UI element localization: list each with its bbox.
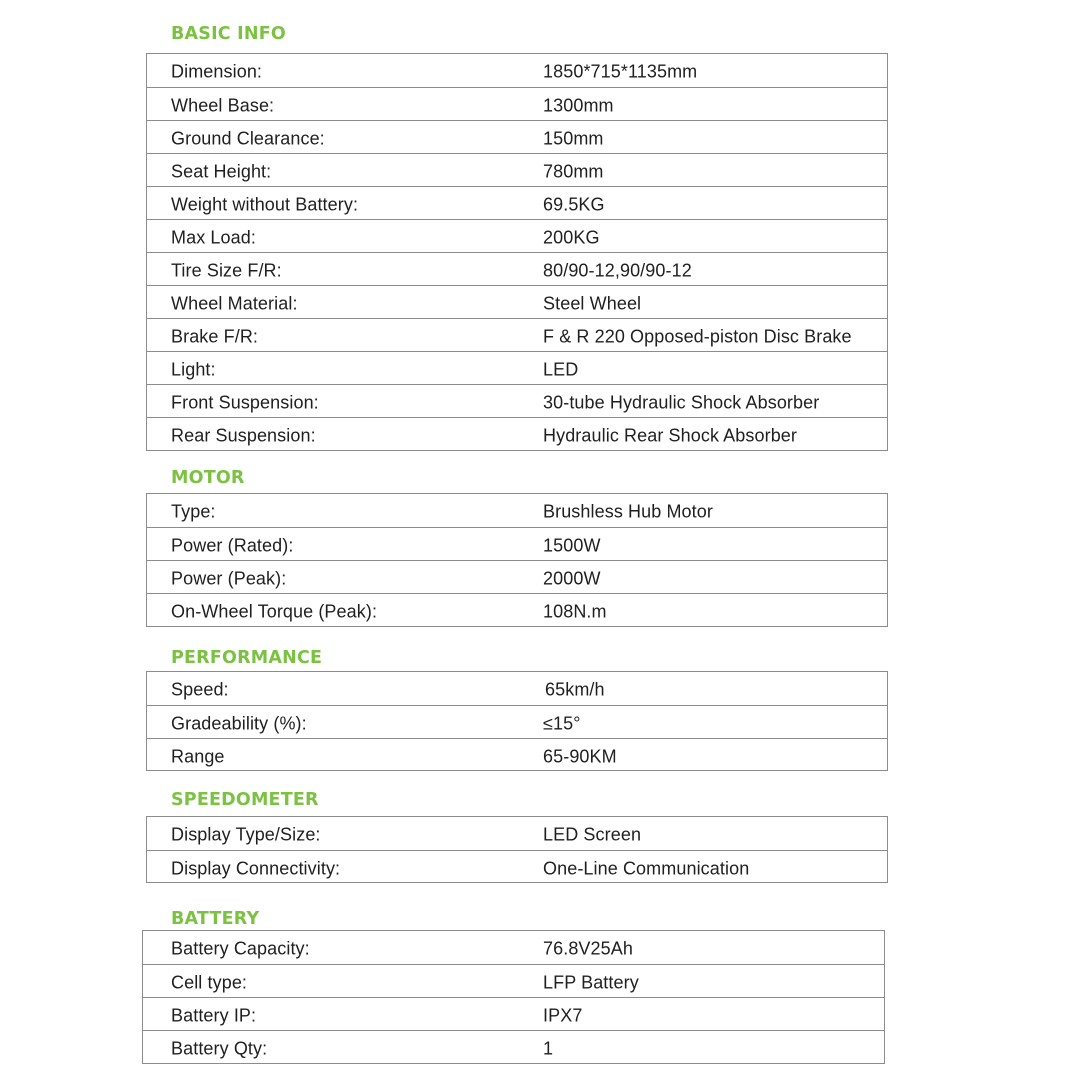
spec-value: LED Screen [543,823,642,844]
spec-row [143,964,884,998]
spec-value: Steel Wheel [543,292,642,313]
spec-label: Wheel Base: [171,94,275,115]
spec-value: IPX7 [543,1004,583,1025]
spec-label: Cell type: [171,971,248,992]
spec-row [147,351,887,385]
spec-row [147,153,887,187]
spec-label: Wheel Material: [171,292,298,313]
spec-row [143,1030,884,1064]
spec-row [147,285,887,319]
spec-value: Brushless Hub Motor [543,500,713,521]
spec-value: ≤15° [543,712,581,733]
spec-value: 1300mm [543,94,614,115]
spec-value: 150mm [543,127,604,148]
spec-row [147,705,887,739]
spec-row [147,817,887,850]
spec-label: Display Connectivity: [171,857,341,878]
spec-row [147,738,887,772]
spec-value: 30-tube Hydraulic Shock Absorber [543,391,820,412]
spec-label: Weight without Battery: [171,193,359,214]
spec-label: Battery IP: [171,1004,257,1025]
spec-label: Front Suspension: [171,391,319,412]
spec-label: Max Load: [171,226,256,247]
spec-value: 1 [543,1037,554,1058]
spec-row [147,87,887,121]
spec-value: 2000W [543,567,601,588]
spec-label: Rear Suspension: [171,424,316,445]
section-title-motor: MOTOR [171,468,245,488]
spec-label: Battery Capacity: [171,937,310,958]
basic-info-table [146,53,888,451]
spec-value: Hydraulic Rear Shock Absorber [543,424,798,445]
spec-row [147,850,887,884]
spec-value: 780mm [543,160,604,181]
spec-value: One-Line Communication [543,857,750,878]
spec-value: F & R 220 Opposed-piston Disc Brake [543,325,852,346]
spec-label: Power (Peak): [171,567,287,588]
section-title-basic-info: BASIC INFO [171,24,286,44]
spec-label: On-Wheel Torque (Peak): [171,600,378,621]
spec-value: 80/90-12,90/90-12 [543,259,692,280]
spec-row [147,54,887,87]
spec-value: LED [543,358,579,379]
spec-label: Battery Qty: [171,1037,268,1058]
spec-label: Speed: [171,678,229,699]
spec-row [147,318,887,352]
spec-row [143,997,884,1031]
spec-row [147,120,887,154]
spec-value: 200KG [543,226,600,247]
battery-table [142,930,885,1064]
section-title-battery: BATTERY [171,909,260,929]
spec-label: Seat Height: [171,160,272,181]
motor-table [146,493,888,627]
spec-label: Gradeability (%): [171,712,307,733]
section-title-performance: PERFORMANCE [171,648,323,668]
spec-row [147,219,887,253]
spec-label: Ground Clearance: [171,127,325,148]
spec-row [147,527,887,561]
spec-row [147,252,887,286]
spec-value: LFP Battery [543,971,639,992]
spec-value: 1500W [543,534,601,555]
spec-label: Power (Rated): [171,534,294,555]
spec-label: Type: [171,500,216,521]
spec-row [147,417,887,451]
spec-row [147,672,887,705]
speedometer-table [146,816,888,883]
spec-label: Display Type/Size: [171,823,321,844]
spec-value: 1850*715*1135mm [543,60,698,81]
spec-label: Brake F/R: [171,325,259,346]
spec-value: 69.5KG [543,193,605,214]
spec-value: 76.8V25Ah [543,937,633,958]
performance-table [146,671,888,771]
spec-row [147,384,887,418]
spec-label: Dimension: [171,60,263,81]
spec-value: 65km/h [545,678,605,699]
spec-label: Light: [171,358,216,379]
spec-label: Tire Size F/R: [171,259,282,280]
spec-row [147,560,887,594]
spec-row [143,931,884,964]
spec-row [147,186,887,220]
spec-value: 65-90KM [543,745,617,766]
spec-row [147,494,887,527]
spec-row [147,593,887,627]
section-title-speedometer: SPEEDOMETER [171,790,319,810]
spec-label: Range [171,745,225,766]
spec-value: 108N.m [543,600,607,621]
